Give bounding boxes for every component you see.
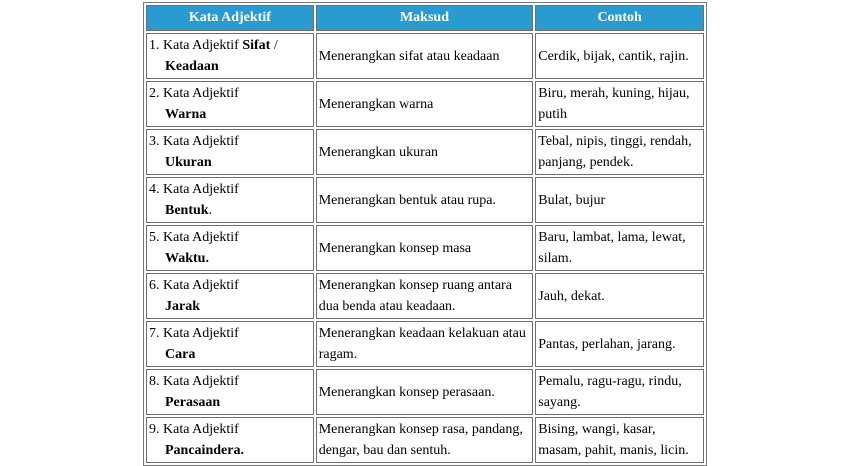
- type-prefix: 9. Kata Adjektif: [149, 422, 239, 437]
- header-meaning: Maksud: [316, 5, 534, 31]
- adjective-table: [143, 2, 707, 466]
- table-body: [146, 33, 704, 463]
- table-row: [146, 177, 704, 223]
- type-suffix: /: [273, 38, 278, 53]
- type-prefix: 7. Kata Adjektif: [149, 326, 239, 341]
- adjective-type-cell: [146, 225, 314, 271]
- header-example: Contoh: [535, 5, 704, 31]
- meaning-cell: Menerangkan konsep rasa, pandang, dengar, bau dan sentuh.: [316, 417, 534, 463]
- meaning-cell: Menerangkan konsep ruang antara dua benda atau keadaan.: [316, 273, 534, 319]
- type-line2: [149, 104, 311, 125]
- table-row: [146, 81, 704, 127]
- table-row: [146, 273, 704, 319]
- table-header: [146, 5, 704, 31]
- type-prefix: 2. Kata Adjektif: [149, 86, 239, 101]
- adjective-type-cell: [146, 321, 314, 367]
- meaning-cell: Menerangkan ukuran: [316, 129, 534, 175]
- type-name-line2: Pancaindera.: [165, 443, 244, 458]
- table-row: [146, 417, 704, 463]
- type-name-line2: Waktu.: [165, 251, 209, 266]
- type-name-line2: Bentuk: [165, 203, 209, 218]
- example-cell: Tebal, nipis, tinggi, rendah, panjang, pendek.: [535, 129, 704, 175]
- example-cell: Bulat, bujur: [535, 177, 704, 223]
- adjective-type-cell: [146, 81, 314, 127]
- type-line2: [149, 200, 311, 221]
- type-prefix: 8. Kata Adjektif: [149, 374, 239, 389]
- adjective-table-container: [143, 2, 707, 466]
- type-name: Sifat: [242, 38, 271, 53]
- adjective-type-cell: [146, 369, 314, 415]
- example-cell: Pemalu, ragu-ragu, rindu, sayang.: [535, 369, 704, 415]
- table-row: [146, 33, 704, 79]
- type-prefix: 4. Kata Adjektif: [149, 182, 239, 197]
- type-name-line2: Cara: [165, 347, 196, 362]
- adjective-type-cell: [146, 33, 314, 79]
- type-line2: [149, 392, 311, 413]
- type-name-line2: Keadaan: [165, 59, 219, 74]
- example-cell: Jauh, dekat.: [535, 273, 704, 319]
- type-line2: [149, 440, 311, 461]
- type-line2: [149, 56, 311, 77]
- header-adjective-type: Kata Adjektif: [146, 5, 314, 31]
- type-name-line2: Warna: [165, 107, 207, 122]
- meaning-cell: Menerangkan warna: [316, 81, 534, 127]
- adjective-type-cell: [146, 273, 314, 319]
- type-line2: [149, 152, 311, 173]
- type-line2: [149, 296, 311, 317]
- header-row: [146, 5, 704, 31]
- type-line2-suffix: .: [208, 203, 213, 218]
- table-row: [146, 129, 704, 175]
- example-cell: Bising, wangi, kasar, masam, pahit, manis, licin.: [535, 417, 704, 463]
- adjective-type-cell: [146, 129, 314, 175]
- adjective-type-cell: [146, 417, 314, 463]
- example-cell: Biru, merah, kuning, hijau, putih: [535, 81, 704, 127]
- meaning-cell: Menerangkan konsep masa: [316, 225, 534, 271]
- type-name-line2: Jarak: [165, 299, 200, 314]
- type-line2: [149, 344, 311, 365]
- type-name-line2: Perasaan: [165, 395, 221, 410]
- adjective-type-cell: [146, 177, 314, 223]
- type-line2: [149, 248, 311, 269]
- meaning-cell: Menerangkan sifat atau keadaan: [316, 33, 534, 79]
- meaning-cell: Menerangkan konsep perasaan.: [316, 369, 534, 415]
- type-name-line2: Ukuran: [165, 155, 212, 170]
- example-cell: Cerdik, bijak, cantik, rajin.: [535, 33, 704, 79]
- type-prefix: 6. Kata Adjektif: [149, 278, 239, 293]
- table-row: [146, 369, 704, 415]
- type-prefix: 1. Kata Adjektif: [149, 38, 239, 53]
- example-cell: Pantas, perlahan, jarang.: [535, 321, 704, 367]
- type-prefix: 5. Kata Adjektif: [149, 230, 239, 245]
- example-cell: Baru, lambat, lama, lewat, silam.: [535, 225, 704, 271]
- meaning-cell: Menerangkan keadaan kelakuan atau ragam.: [316, 321, 534, 367]
- table-row: [146, 225, 704, 271]
- type-prefix: 3. Kata Adjektif: [149, 134, 239, 149]
- table-row: [146, 321, 704, 367]
- meaning-cell: Menerangkan bentuk atau rupa.: [316, 177, 534, 223]
